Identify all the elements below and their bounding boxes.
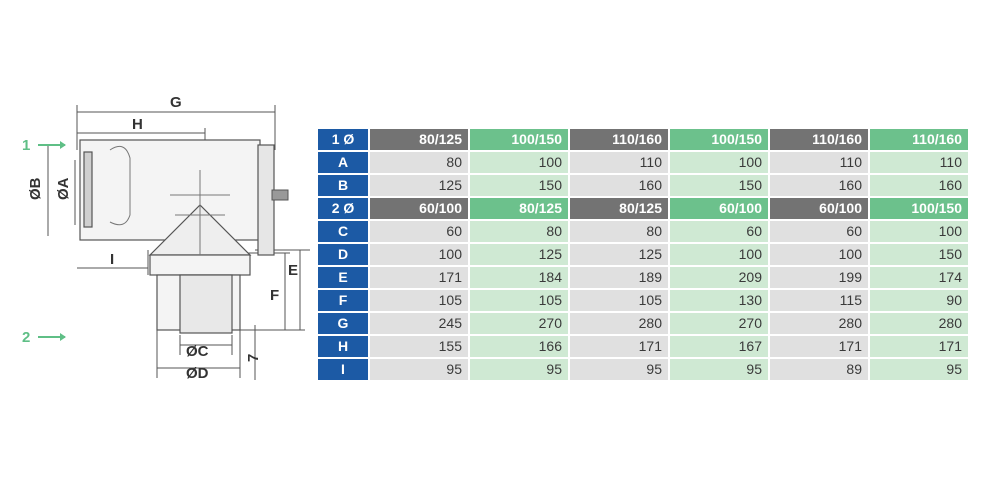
label-c: ØC [186, 343, 209, 360]
table-cell: 125 [370, 175, 468, 196]
table-row [318, 152, 968, 173]
row-label: C [318, 221, 368, 242]
header-size-cell: 80/125 [370, 129, 468, 150]
label-7: 7 [245, 353, 262, 362]
table-cell: 95 [370, 359, 468, 380]
table-cell: 155 [370, 336, 468, 357]
table-cell: 171 [770, 336, 868, 357]
table-cell: 125 [470, 244, 568, 265]
table-cell: 100 [770, 244, 868, 265]
table-row [318, 359, 968, 380]
table-row [318, 175, 968, 196]
table-cell: 166 [470, 336, 568, 357]
header-size-cell: 110/160 [570, 129, 668, 150]
table-row [318, 221, 968, 242]
table-cell: 80 [570, 221, 668, 242]
row-label: A [318, 152, 368, 173]
table-cell: 60 [670, 221, 768, 242]
table-header-row [318, 129, 968, 150]
table-cell: 130 [670, 290, 768, 311]
header-size-cell: 60/100 [370, 198, 468, 219]
table-cell: 100 [370, 244, 468, 265]
header-size-cell: 60/100 [770, 198, 868, 219]
row-label: B [318, 175, 368, 196]
table-header-row [318, 198, 968, 219]
technical-drawing [0, 0, 310, 500]
row-label: H [318, 336, 368, 357]
table-cell: 100 [870, 221, 968, 242]
table-cell: 80 [470, 221, 568, 242]
label-h: H [132, 116, 143, 133]
header-size-cell: 60/100 [670, 198, 768, 219]
table-cell: 160 [770, 175, 868, 196]
header-size-cell: 110/160 [770, 129, 868, 150]
inner-pipe-end [84, 152, 92, 227]
table-cell: 100 [670, 152, 768, 173]
inner-lower-pipe [180, 275, 232, 333]
table-cell: 209 [670, 267, 768, 288]
label-d: ØD [186, 365, 209, 382]
table-cell: 100 [670, 244, 768, 265]
label-g: G [170, 94, 182, 111]
table-cell: 199 [770, 267, 868, 288]
table-cell: 105 [570, 290, 668, 311]
table-cell: 95 [570, 359, 668, 380]
table-row [318, 336, 968, 357]
branch-collar [150, 255, 250, 275]
row-label: G [318, 313, 368, 334]
table-cell: 110 [570, 152, 668, 173]
table-cell: 270 [670, 313, 768, 334]
table-cell: 60 [370, 221, 468, 242]
label-a: ØA [55, 177, 72, 200]
header-diameter-label: 1 Ø [318, 129, 368, 150]
row-label: E [318, 267, 368, 288]
table-cell: 89 [770, 359, 868, 380]
table-cell: 270 [470, 313, 568, 334]
table-cell: 105 [470, 290, 568, 311]
table-cell: 95 [470, 359, 568, 380]
table-cell: 171 [570, 336, 668, 357]
cap-knob [272, 190, 288, 200]
table-cell: 95 [670, 359, 768, 380]
label-f: F [270, 287, 280, 304]
table-row [318, 290, 968, 311]
table-cell: 280 [770, 313, 868, 334]
table-cell: 115 [770, 290, 868, 311]
row-label: F [318, 290, 368, 311]
table-cell: 95 [870, 359, 968, 380]
table-cell: 125 [570, 244, 668, 265]
horizontal-pipe [80, 140, 260, 240]
table-cell: 105 [370, 290, 468, 311]
header-size-cell: 80/125 [470, 198, 568, 219]
table-row [318, 313, 968, 334]
table-cell: 150 [870, 244, 968, 265]
table-cell: 110 [770, 152, 868, 173]
table-cell: 189 [570, 267, 668, 288]
marker-1: 1 [22, 137, 31, 154]
label-b: ØB [27, 177, 44, 200]
table-cell: 160 [570, 175, 668, 196]
table-cell: 60 [770, 221, 868, 242]
header-diameter-label: 2 Ø [318, 198, 368, 219]
row-label: D [318, 244, 368, 265]
marker-2: 2 [22, 329, 31, 346]
table-cell: 160 [870, 175, 968, 196]
table-cell: 280 [570, 313, 668, 334]
table-cell: 90 [870, 290, 968, 311]
table-cell: 171 [370, 267, 468, 288]
table-cell: 245 [370, 313, 468, 334]
table-cell: 100 [470, 152, 568, 173]
header-size-cell: 100/150 [670, 129, 768, 150]
table-cell: 184 [470, 267, 568, 288]
table-row [318, 244, 968, 265]
table-cell: 171 [870, 336, 968, 357]
table-cell: 150 [470, 175, 568, 196]
header-size-cell: 80/125 [570, 198, 668, 219]
table-cell: 110 [870, 152, 968, 173]
table-cell: 167 [670, 336, 768, 357]
row-label: I [318, 359, 368, 380]
table-cell: 150 [670, 175, 768, 196]
table-row [318, 267, 968, 288]
header-size-cell: 100/150 [870, 198, 968, 219]
label-e: E [288, 262, 299, 279]
table-cell: 174 [870, 267, 968, 288]
table-cell: 280 [870, 313, 968, 334]
label-i: I [110, 251, 115, 268]
header-size-cell: 110/160 [870, 129, 968, 150]
header-size-cell: 100/150 [470, 129, 568, 150]
dimension-table [316, 127, 970, 382]
table-cell: 80 [370, 152, 468, 173]
